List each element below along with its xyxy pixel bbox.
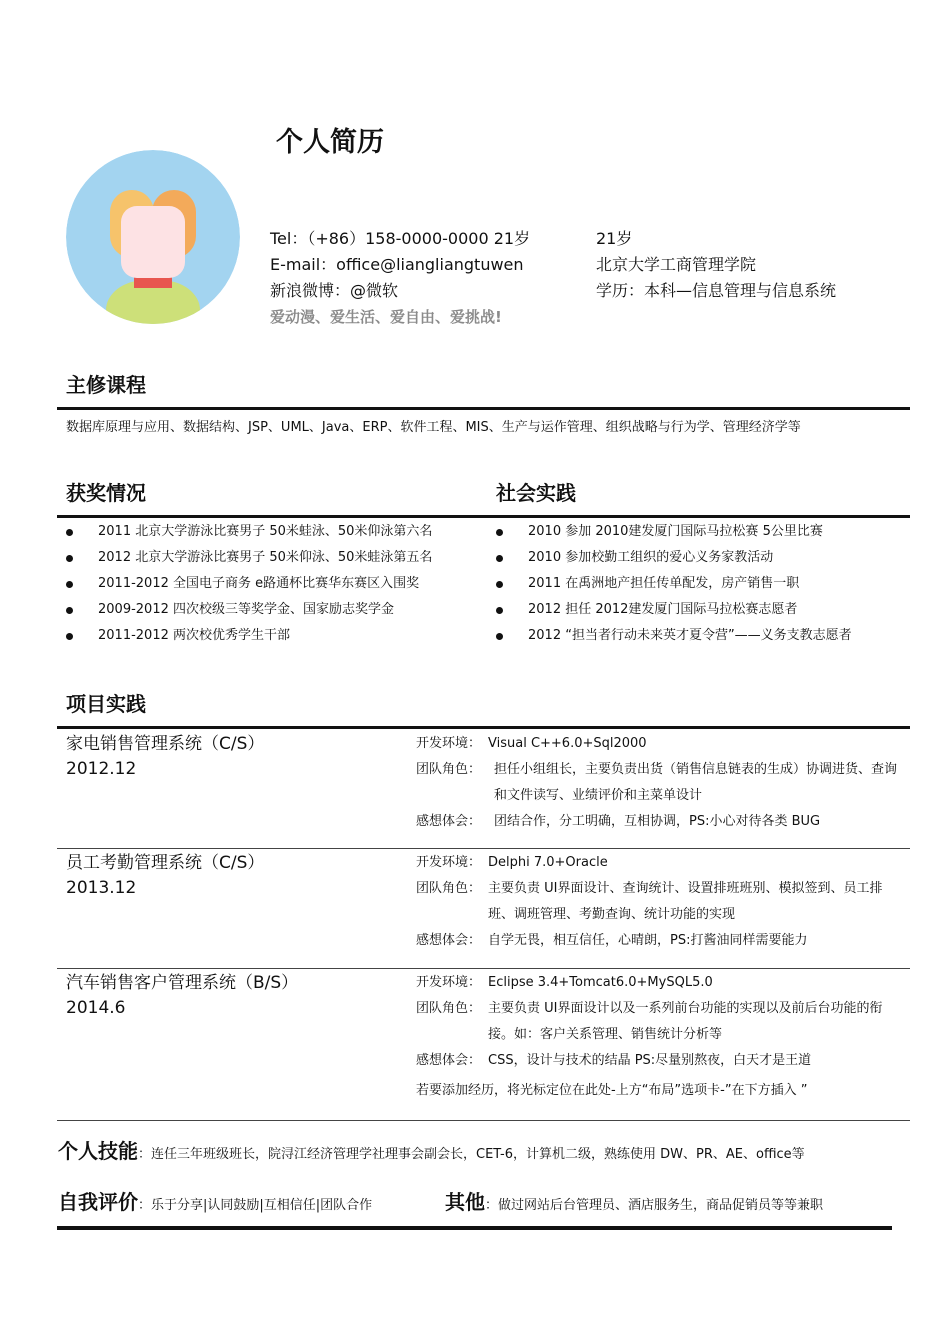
feel-value: 自学无畏，相互信任，心晴朗，PS:打酱油同样需要能力 xyxy=(488,933,808,948)
other-colon: ： xyxy=(485,1198,499,1213)
list-item: 2011-2012 两次校优秀学生干部 xyxy=(64,623,432,649)
self-eval-heading: 自我评价 xyxy=(58,1190,138,1214)
contact-left xyxy=(270,226,530,330)
projects-heading: 项目实践 xyxy=(66,692,146,716)
env-label: 开发环境： xyxy=(416,736,482,751)
project-name: 员工考勤管理系统（C/S） xyxy=(66,853,265,873)
practice-list xyxy=(494,519,852,649)
awards-list xyxy=(64,519,432,649)
courses-text: 数据库原理与应用、数据结构、JSP、UML、Java、ERP、软件工程、MIS、生产与运作管理、组织战略与行为学、管理经济学等 xyxy=(66,420,801,435)
self-eval-text: 乐于分享|认同鼓励|互相信任|团队合作 xyxy=(151,1198,373,1213)
awards-divider xyxy=(57,515,910,518)
weibo-text: 新浪微博：@微软 xyxy=(270,281,399,300)
other-text: 做过网站后台管理员、酒店服务生，商品促销员等等兼职 xyxy=(498,1198,824,1213)
feel-value: CSS，设计与技术的结晶 PS:尽量别熬夜，白天才是王道 xyxy=(488,1053,812,1068)
skills-heading: 个人技能 xyxy=(58,1139,138,1163)
practice-heading: 社会实践 xyxy=(496,481,576,505)
contact-right xyxy=(596,226,836,304)
list-item: 2009-2012 四次校级三等奖学金、国家励志奖学金 xyxy=(64,597,432,623)
list-item: 2012 “担当者行动未来英才夏令营”——义务支教志愿者 xyxy=(494,623,852,649)
project-1-env xyxy=(416,731,904,757)
age-text: 21岁 xyxy=(596,229,633,248)
feel-label: 感想体会： xyxy=(416,933,482,948)
avatar-illustration xyxy=(66,150,240,324)
env-value: Delphi 7.0+Oracle xyxy=(488,855,608,870)
feel-label: 感想体会： xyxy=(416,1053,482,1068)
project-date: 2013.12 xyxy=(66,878,137,898)
degree-text: 学历：本科—信息管理与信息系统 xyxy=(596,281,837,300)
project-3-title xyxy=(66,971,298,1021)
feel-label: 感想体会： xyxy=(416,814,482,829)
env-value: Visual C++6.0+Sql2000 xyxy=(488,736,647,751)
role-label: 团队角色： xyxy=(416,881,482,896)
project-1-title xyxy=(66,732,264,782)
list-item: 2010 参加校勤工组织的爱心义务家教活动 xyxy=(494,545,852,571)
project-name: 汽车销售客户管理系统（B/S） xyxy=(66,973,299,993)
project-2-title xyxy=(66,851,264,901)
env-label: 开发环境： xyxy=(416,855,482,870)
courses-heading: 主修课程 xyxy=(66,373,146,397)
project-3-env xyxy=(416,970,904,996)
project-2-feel xyxy=(416,928,904,954)
role-value: 担任小组组长，主要负责出货（销售信息链表的生成）协调进货、查询和文件读写、业绩评价和主菜单设计 xyxy=(494,762,898,803)
list-item: 2011 北京大学游泳比赛男子 50米蛙泳、50米仰泳第六名 xyxy=(64,519,432,545)
self-eval-line xyxy=(58,1186,372,1215)
school-text: 北京大学工商管理学院 xyxy=(596,255,757,274)
role-value: 主要负责 UI界面设计、查询统计、设置排班班别、模拟签到、员工排班、调班管理、考勤查询、统计功能的实现 xyxy=(488,881,883,922)
project-separator xyxy=(57,848,910,849)
tel-text: Tel：（+86）158-0000-0000 21岁 xyxy=(270,229,531,248)
project-3-role xyxy=(416,996,904,1048)
project-1-feel xyxy=(416,809,904,835)
project-date: 2014.6 xyxy=(66,998,126,1018)
avatar xyxy=(66,150,240,324)
skills-colon: ： xyxy=(138,1147,152,1162)
list-item: 2011-2012 全国电子商务 e路通杯比赛华东赛区入围奖 xyxy=(64,571,432,597)
project-3-feel xyxy=(416,1048,904,1074)
project-name: 家电销售管理系统（C/S） xyxy=(66,734,265,754)
awards-heading: 获奖情况 xyxy=(66,481,146,505)
project-2-role xyxy=(416,876,904,928)
list-item: 2011 在禹洲地产担任传单配发，房产销售一职 xyxy=(494,571,852,597)
skills-line xyxy=(58,1135,805,1164)
list-item: 2010 参加 2010建发厦门国际马拉松赛 5公里比赛 xyxy=(494,519,852,545)
other-heading: 其他 xyxy=(445,1190,485,1214)
list-item: 2012 担任 2012建发厦门国际马拉松赛志愿者 xyxy=(494,597,852,623)
projects-end-divider xyxy=(57,1120,910,1121)
project-1-role xyxy=(416,757,904,809)
project-date: 2012.12 xyxy=(66,759,137,779)
list-item: 2012 北京大学游泳比赛男子 50米仰泳、50米蛙泳第五名 xyxy=(64,545,432,571)
project-3-note: 若要添加经历，将光标定位在此处-上方“布局”选项卡-”在下方插入 ” xyxy=(416,1083,808,1098)
role-label: 团队角色： xyxy=(416,1001,482,1016)
courses-divider xyxy=(57,407,910,410)
projects-divider xyxy=(57,726,910,729)
project-2-env xyxy=(416,850,904,876)
project-separator xyxy=(57,968,910,969)
role-label: 团队角色： xyxy=(416,762,482,777)
motto-text: 爱动漫、爱生活、爱自由、爱挑战! xyxy=(270,308,502,326)
other-line xyxy=(445,1186,823,1215)
env-label: 开发环境： xyxy=(416,975,482,990)
self-eval-colon: ： xyxy=(138,1198,152,1213)
email-text: E-mail：office@liangliangtuwen xyxy=(270,255,524,274)
env-value: Eclipse 3.4+Tomcat6.0+MySQL5.0 xyxy=(488,975,713,990)
footer-divider xyxy=(57,1226,892,1230)
feel-value: 团结合作，分工明确，互相协调，PS:小心对待各类 BUG xyxy=(494,814,821,829)
page-title: 个人简历 xyxy=(276,127,384,158)
role-value: 主要负责 UI界面设计以及一系列前台功能的实现以及前后台功能的衔接。如：客户关系管理、销售统计分析等 xyxy=(488,1001,883,1042)
skills-text: 连任三年班级班长，院浔江经济管理学社理事会副会长，CET-6，计算机二级，熟练使用 DW、PR、AE、office等 xyxy=(151,1147,805,1162)
